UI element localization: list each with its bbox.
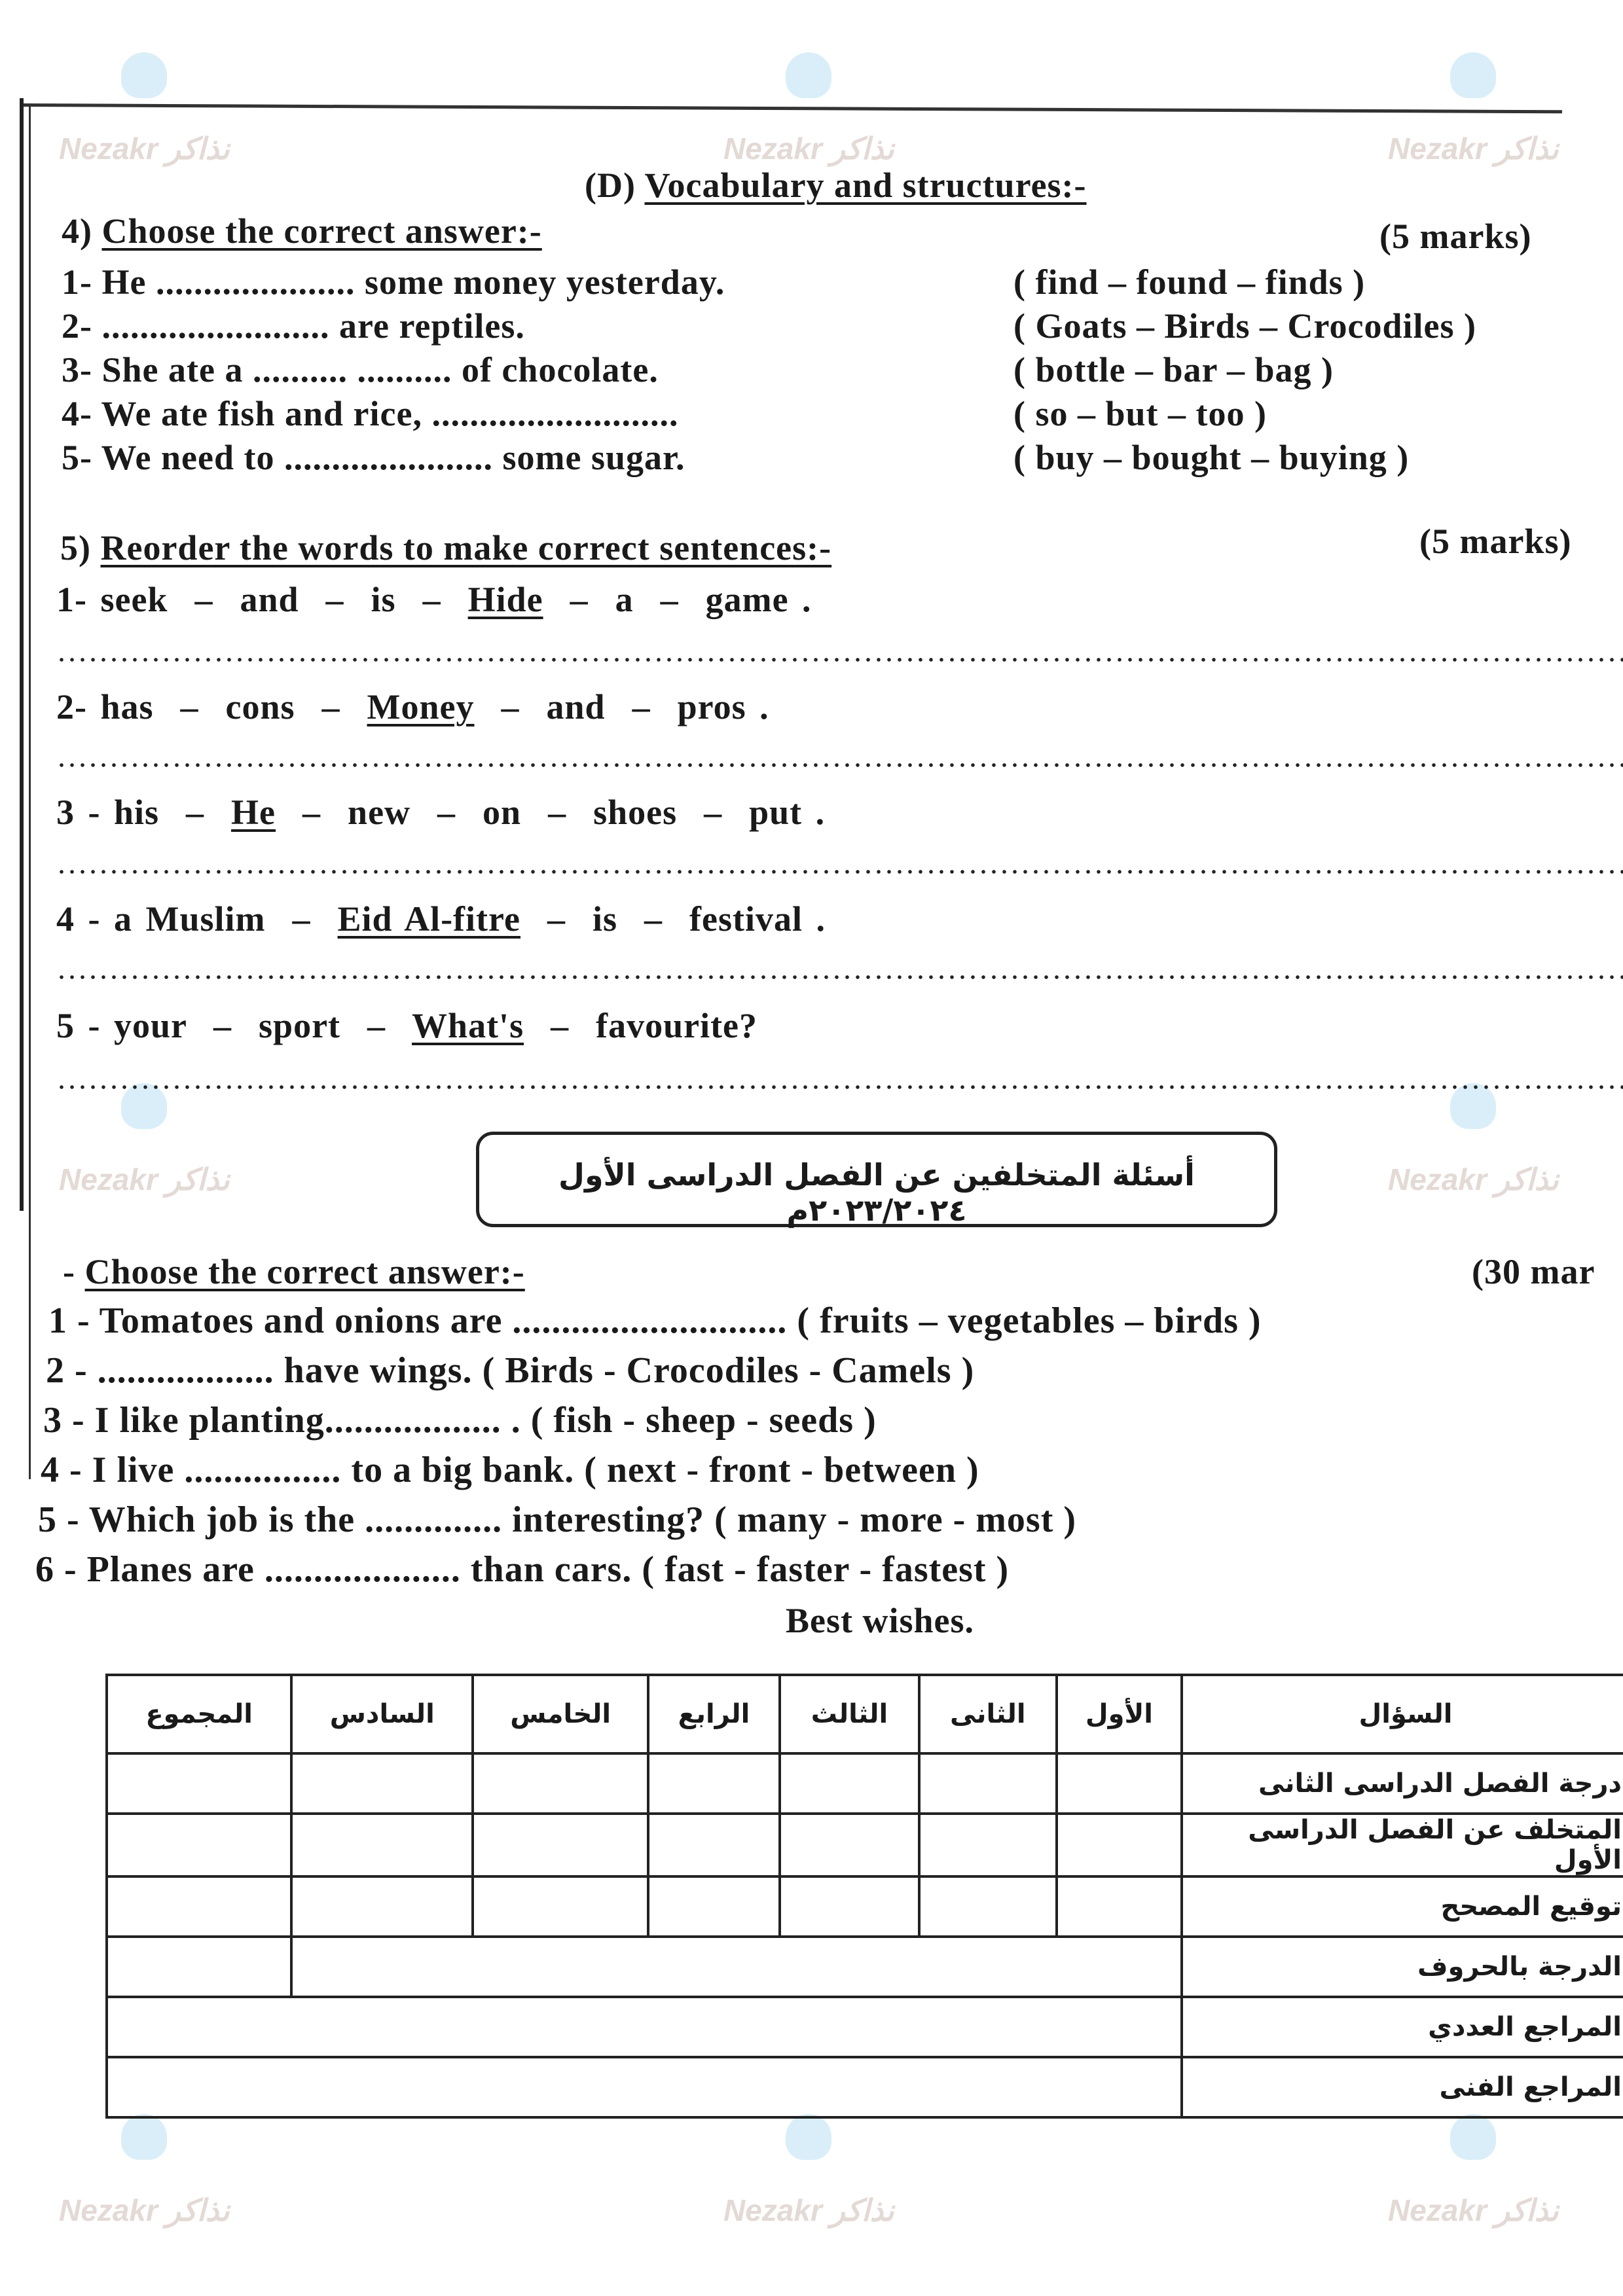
reorder-word: a xyxy=(615,580,634,619)
reorder-word: cons xyxy=(225,687,295,726)
grade-cell[interactable] xyxy=(648,1814,780,1876)
section-title xyxy=(585,165,1087,206)
header-cell: الأول xyxy=(1057,1675,1182,1753)
reorder-word: put . xyxy=(749,793,826,832)
grade-cell[interactable] xyxy=(919,1753,1057,1814)
reorder-word: a Muslim xyxy=(113,899,266,939)
reorder-item xyxy=(56,792,825,833)
makeup-question: 5 - Which job is the .............. interesting? ( many - more - most ) xyxy=(38,1499,1077,1540)
grade-cell[interactable] xyxy=(107,1876,291,1937)
reorder-number: 1- xyxy=(56,580,101,619)
q4-options: ( so – but – too ) xyxy=(1013,394,1267,433)
header-cell: المجموع xyxy=(107,1675,291,1753)
reorder-word: his xyxy=(113,793,160,832)
reorder-item xyxy=(56,899,826,939)
row-label: المراجع الفنى xyxy=(1182,2057,1623,2117)
q4-title-text: Choose the correct answer:- xyxy=(101,211,542,251)
q5-title-text: Reorder the words to make correct sentences:- xyxy=(100,528,832,567)
word-separator: – xyxy=(617,899,690,939)
watermark-logo-icon xyxy=(121,52,167,98)
word-separator: – xyxy=(520,899,593,939)
watermark-text: Nezakr نذاكر xyxy=(1388,132,1559,166)
reorder-number: 3 - xyxy=(56,793,114,832)
word-separator: – xyxy=(605,687,678,726)
row-label: درجة الفصل الدراسى الثانى xyxy=(1182,1753,1623,1814)
reorder-word: Money xyxy=(367,687,475,726)
watermark-text: Nezakr نذاكر xyxy=(723,2193,894,2227)
q4-options: ( bottle – bar – bag ) xyxy=(1013,350,1334,389)
q4-question: 3- She ate a .......... .......... of chocolate. xyxy=(62,350,659,389)
reorder-word: Eid Al-fitre xyxy=(337,899,520,939)
grade-table xyxy=(105,1674,1623,2119)
page-border-left-inner xyxy=(29,105,31,1479)
reorder-word: and xyxy=(240,580,299,619)
word-separator: – xyxy=(187,1006,259,1045)
grade-cell[interactable] xyxy=(107,1753,291,1814)
makeup-title xyxy=(63,1251,525,1292)
watermark-logo-icon xyxy=(1450,2114,1496,2160)
watermark-logo-icon xyxy=(1450,1083,1496,1129)
watermark-text: Nezakr نذاكر xyxy=(1388,1162,1559,1196)
grade-cell[interactable] xyxy=(1057,1876,1182,1937)
page-border-left xyxy=(20,98,24,1211)
grade-cell[interactable] xyxy=(473,1753,648,1814)
q4-question: 2- ........................ are reptiles. xyxy=(62,306,525,346)
q4-title xyxy=(62,211,542,251)
reorder-word: What's xyxy=(412,1006,524,1045)
grade-cell[interactable] xyxy=(919,1876,1057,1937)
header-cell: الرابع xyxy=(648,1675,780,1753)
makeup-question: 1 - Tomatoes and onions are ............................ ( fruits – vegetables – birds ) xyxy=(48,1300,1262,1341)
makeup-title-dash: - xyxy=(63,1252,85,1291)
row-label: المراجع العددي xyxy=(1182,1997,1623,2057)
reorder-word: on xyxy=(483,793,522,832)
makeup-question: 4 - I live ................ to a big bank. ( next - front - between ) xyxy=(41,1450,979,1490)
q4-question: 5- We need to ...................... some sugar. xyxy=(62,438,685,477)
word-separator: – xyxy=(295,687,367,726)
reorder-word: game . xyxy=(705,580,812,619)
grade-cell[interactable] xyxy=(1057,1753,1182,1814)
word-separator: – xyxy=(299,580,371,619)
grade-table-row xyxy=(107,1753,1623,1814)
grade-table-row xyxy=(107,1937,1623,1997)
q4-question: 4- We ate fish and rice, .......................... xyxy=(62,394,679,433)
reorder-number: 4 - xyxy=(56,899,114,939)
row-label: توقيع المصحح xyxy=(1182,1876,1623,1937)
answer-dotted-line xyxy=(56,1085,1623,1090)
q4-options: ( Goats – Birds – Crocodiles ) xyxy=(1013,306,1476,346)
grade-cell[interactable] xyxy=(648,1753,780,1814)
reviewer-cell[interactable] xyxy=(107,1997,1182,2057)
grade-cell[interactable] xyxy=(107,1937,291,1997)
watermark-text: Nezakr نذاكر xyxy=(59,132,230,166)
watermark-logo-icon xyxy=(121,1083,167,1129)
grade-words-cell[interactable] xyxy=(291,1937,1182,1997)
q5-marks: (5 marks) xyxy=(1419,522,1572,561)
word-separator: – xyxy=(474,687,547,726)
watermark-logo-icon xyxy=(786,2114,831,2160)
watermark-logo-icon xyxy=(121,2114,167,2160)
reorder-word: your xyxy=(113,1006,187,1045)
word-separator: – xyxy=(677,793,750,832)
grade-table-row xyxy=(107,1814,1623,1876)
reorder-word: pros . xyxy=(677,687,769,726)
watermark-logo-icon xyxy=(786,52,831,98)
reorder-item xyxy=(56,687,769,727)
header-cell: الثانى xyxy=(919,1675,1057,1753)
reorder-item xyxy=(56,579,812,620)
word-separator: – xyxy=(633,580,706,619)
grade-cell[interactable] xyxy=(291,1753,473,1814)
grade-cell[interactable] xyxy=(107,1814,291,1876)
q4-marks: (5 marks) xyxy=(1379,217,1532,256)
q4-options: ( buy – bought – buying ) xyxy=(1013,438,1410,477)
grade-cell[interactable] xyxy=(780,1876,919,1937)
grade-cell[interactable] xyxy=(780,1814,919,1876)
q4-question: 1- He ..................... some money yesterday. xyxy=(62,262,725,302)
closing-text: Best wishes. xyxy=(786,1601,975,1640)
word-separator: – xyxy=(153,687,226,726)
word-separator: – xyxy=(524,1006,596,1045)
reviewer-cell[interactable] xyxy=(107,2057,1182,2117)
watermark-text: Nezakr نذاكر xyxy=(723,132,894,166)
reorder-word: sport xyxy=(259,1006,341,1045)
word-separator: – xyxy=(521,793,594,832)
word-separator: – xyxy=(543,580,615,619)
grade-table-row xyxy=(107,2057,1623,2117)
makeup-question: 6 - Planes are .................... than cars. ( fast - faster - fastest ) xyxy=(35,1549,1010,1590)
makeup-question: 2 - .................. have wings. ( Birds - Crocodiles - Camels ) xyxy=(46,1350,975,1391)
header-cell: السادس xyxy=(291,1675,473,1753)
reorder-word: shoes xyxy=(593,793,678,832)
word-separator: – xyxy=(340,1006,412,1045)
answer-dotted-line xyxy=(56,657,1623,662)
reorder-number: 5 - xyxy=(56,1006,114,1045)
grade-cell[interactable] xyxy=(473,1814,648,1876)
watermark-text: Nezakr نذاكر xyxy=(1388,2193,1559,2227)
reorder-word: is xyxy=(592,899,618,939)
makeup-banner-text: أسئلة المتخلفين عن الفصل الدراسى الأول ٢٠٢٣/٢٠٢٤م xyxy=(558,1157,1195,1228)
watermark-text: Nezakr نذاكر xyxy=(59,1162,230,1196)
reorder-number: 2- xyxy=(56,687,101,726)
reorder-word: He xyxy=(231,793,276,832)
q4-number: 4) xyxy=(62,211,102,251)
reorder-word: Hide xyxy=(467,580,543,619)
section-letter: (D) xyxy=(585,166,645,205)
header-cell: السؤال xyxy=(1182,1675,1623,1753)
makeup-exam-banner xyxy=(476,1132,1277,1227)
reorder-item xyxy=(56,1005,757,1046)
reorder-word: favourite? xyxy=(596,1006,758,1045)
row-label: الدرجة بالحروف xyxy=(1182,1937,1623,1997)
grade-table-row xyxy=(107,1876,1623,1937)
grade-cell[interactable] xyxy=(291,1876,473,1937)
grade-cell[interactable] xyxy=(919,1814,1057,1876)
section-title-text: Vocabulary and structures:- xyxy=(644,166,1087,205)
header-cell: الخامس xyxy=(473,1675,648,1753)
word-separator: – xyxy=(410,793,483,832)
header-cell: الثالث xyxy=(780,1675,919,1753)
grade-cell[interactable] xyxy=(648,1876,780,1937)
reorder-word: seek xyxy=(100,580,168,619)
watermark-text: Nezakr نذاكر xyxy=(59,2193,230,2227)
reorder-word: and xyxy=(546,687,606,726)
word-separator: – xyxy=(168,580,240,619)
page-border-top xyxy=(24,103,1562,113)
answer-dotted-line xyxy=(56,762,1623,768)
reorder-word: festival . xyxy=(689,899,826,939)
word-separator: – xyxy=(159,793,232,832)
word-separator: – xyxy=(265,899,338,939)
grade-table-header xyxy=(107,1675,1623,1753)
row-label: المتخلف عن الفصل الدراسى الأول xyxy=(1182,1814,1623,1876)
reorder-word: has xyxy=(100,687,154,726)
q4-options: ( find – found – finds ) xyxy=(1013,262,1366,302)
grade-cell[interactable] xyxy=(473,1876,648,1937)
grade-cell[interactable] xyxy=(780,1753,919,1814)
makeup-marks: (30 mar xyxy=(1472,1252,1596,1291)
answer-dotted-line xyxy=(56,869,1623,874)
q5-number: 5) xyxy=(60,528,101,567)
watermark-logo-icon xyxy=(1450,52,1496,98)
grade-cell[interactable] xyxy=(291,1814,473,1876)
reorder-word: is xyxy=(371,580,396,619)
q5-title xyxy=(60,528,831,568)
answer-dotted-line xyxy=(56,975,1623,980)
makeup-title-text: Choose the correct answer:- xyxy=(84,1252,525,1291)
word-separator: – xyxy=(276,793,348,832)
grade-cell[interactable] xyxy=(1057,1814,1182,1876)
grade-table-row xyxy=(107,1997,1623,2057)
reorder-word: new xyxy=(348,793,411,832)
word-separator: – xyxy=(395,580,468,619)
makeup-question: 3 - I like planting.................. . ( fish - sheep - seeds ) xyxy=(43,1400,877,1441)
